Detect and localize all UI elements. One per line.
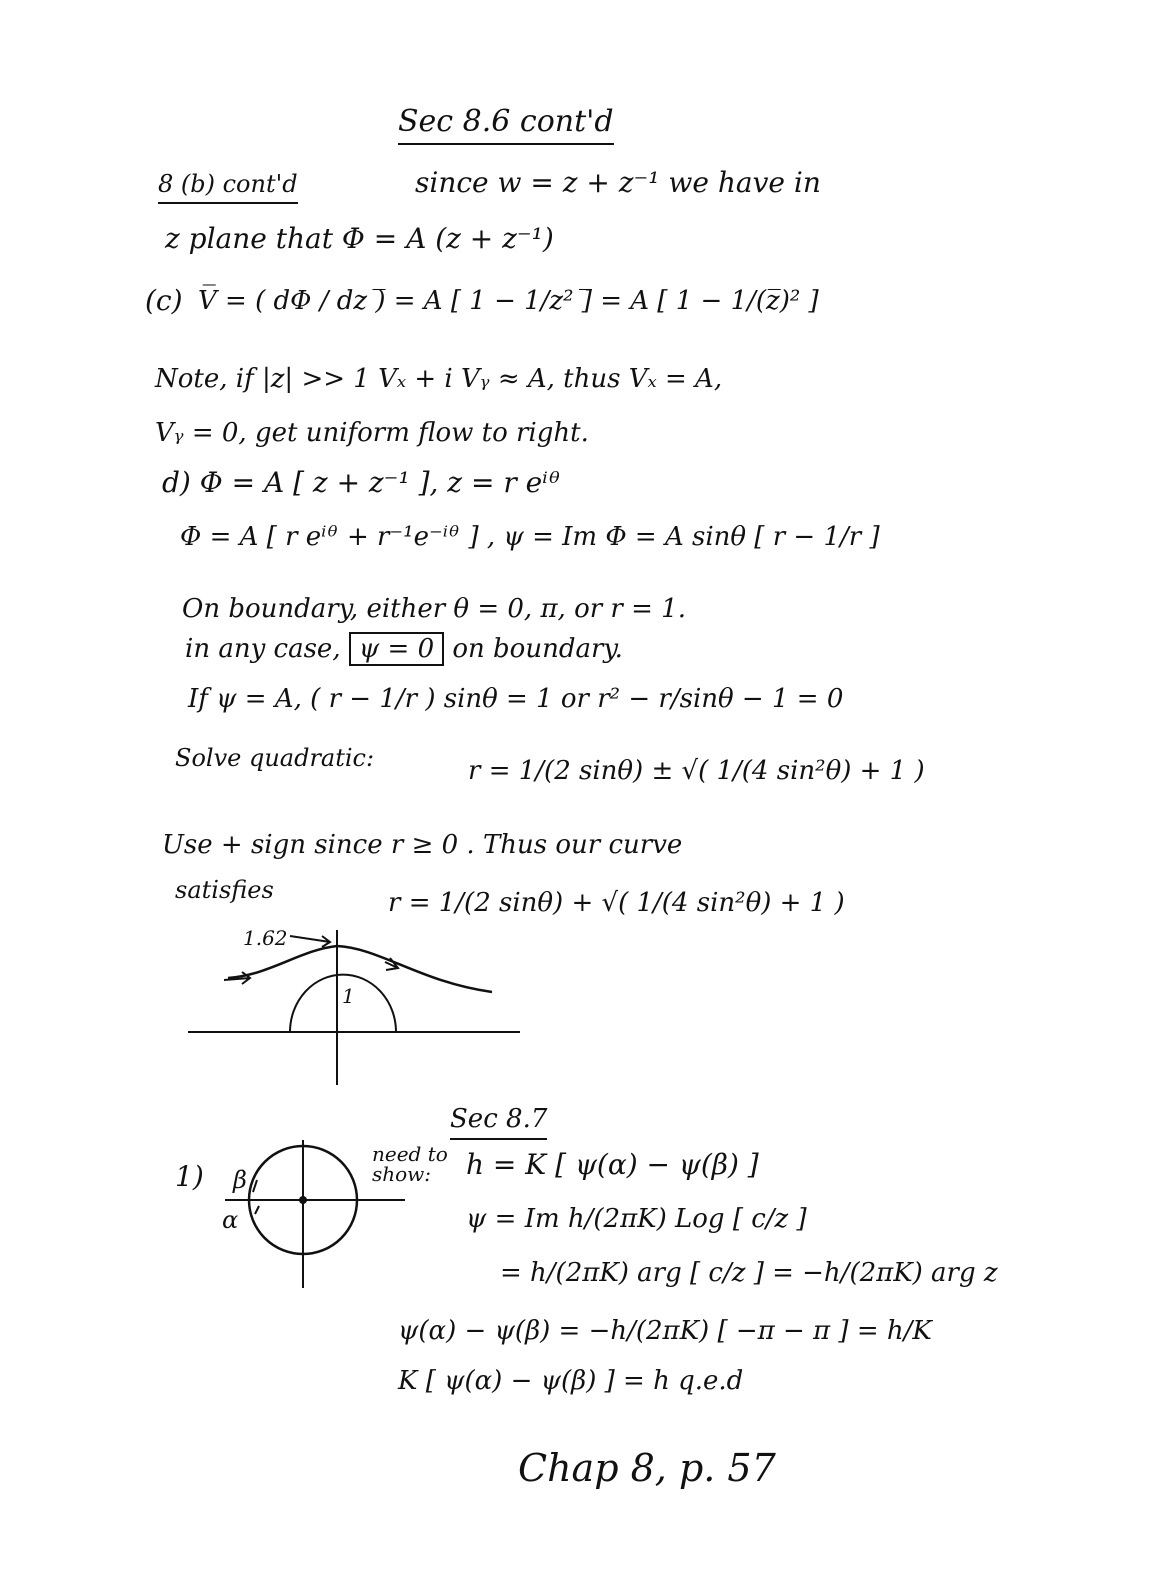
peak-label: 1.62 xyxy=(243,926,288,950)
boundary-line2-post: on boundary. xyxy=(452,634,623,664)
sec87-eq2: ψ = Im h/(2πK) Log [ c/z ] xyxy=(466,1204,807,1234)
boundary-line1: On boundary, either θ = 0, π, or r = 1. xyxy=(182,594,686,624)
beta-label: β xyxy=(233,1166,247,1194)
sec87-eq1: h = K [ ψ(α) − ψ(β) ] xyxy=(466,1148,759,1181)
boxed-psi-zero: ψ = 0 xyxy=(349,632,444,666)
page-footer: Chap 8, p. 57 xyxy=(518,1446,776,1490)
note-line1: Note, if |z| >> 1 Vₓ + i Vᵧ ≈ A, thus Vₓ = A, xyxy=(155,364,723,394)
note-line2: Vᵧ = 0, get uniform flow to right. xyxy=(155,418,589,448)
alpha-label: α xyxy=(222,1206,239,1234)
solve-label: Solve quadratic: xyxy=(175,744,375,772)
part-c-equation: V̅ = ( dΦ / dz )̅ = A [ 1 − 1/z² ]̅ = A [ 1 − 1/(z̅)² ] xyxy=(198,286,819,316)
boundary-line2 xyxy=(185,634,623,664)
need-to-show-label: need to show: xyxy=(372,1142,448,1186)
flow-sketch xyxy=(180,920,540,1100)
radius-label: 1 xyxy=(342,984,355,1008)
item-1-label: 1) xyxy=(175,1160,204,1193)
satisfies-equation: r = 1/(2 sinθ) + √( 1/(4 sin²θ) + 1 ) xyxy=(388,888,845,918)
part-d-line1: d) Φ = A [ z + z⁻¹ ], z = r eⁱᶿ xyxy=(162,466,562,499)
part-d-line2: Φ = A [ r eⁱᶿ + r⁻¹e⁻ⁱᶿ ] , ψ = Im Φ = A sinθ [ r − 1/r ] xyxy=(180,522,880,552)
satisfies-label: satisfies xyxy=(175,876,274,904)
part-c-label: (c) xyxy=(145,284,183,317)
section-title: Sec 8.6 cont'd xyxy=(398,104,614,145)
use-sign-line: Use + sign since r ≥ 0 . Thus our curve xyxy=(162,830,683,860)
sec87-eq3: = h/(2πK) arg [ c/z ] = −h/(2πK) arg z xyxy=(500,1258,998,1288)
section-87-title: Sec 8.7 xyxy=(450,1104,547,1140)
sec87-eq4: ψ(α) − ψ(β) = −h/(2πK) [ −π − π ] = h/K xyxy=(398,1316,932,1346)
solve-equation: r = 1/(2 sinθ) ± √( 1/(4 sin²θ) + 1 ) xyxy=(468,756,925,786)
part-b-line1: since w = z + z⁻¹ we have in xyxy=(415,166,821,199)
streamline-curve xyxy=(228,946,492,992)
sec87-eq5: K [ ψ(α) − ψ(β) ] = h q.e.d xyxy=(398,1366,744,1396)
peak-pointer-icon xyxy=(290,936,330,947)
flow-arrow-icon xyxy=(224,972,250,984)
center-point xyxy=(299,1196,307,1204)
part-b-line2: z plane that Φ = A (z + z⁻¹) xyxy=(165,222,554,255)
psi-equals-a-line: If ψ = A, ( r − 1/r ) sinθ = 1 or r² − r/sinθ − 1 = 0 xyxy=(188,684,844,714)
boundary-line2-pre: in any case, xyxy=(185,634,341,664)
part-b-label: 8 (b) cont'd xyxy=(158,170,298,204)
